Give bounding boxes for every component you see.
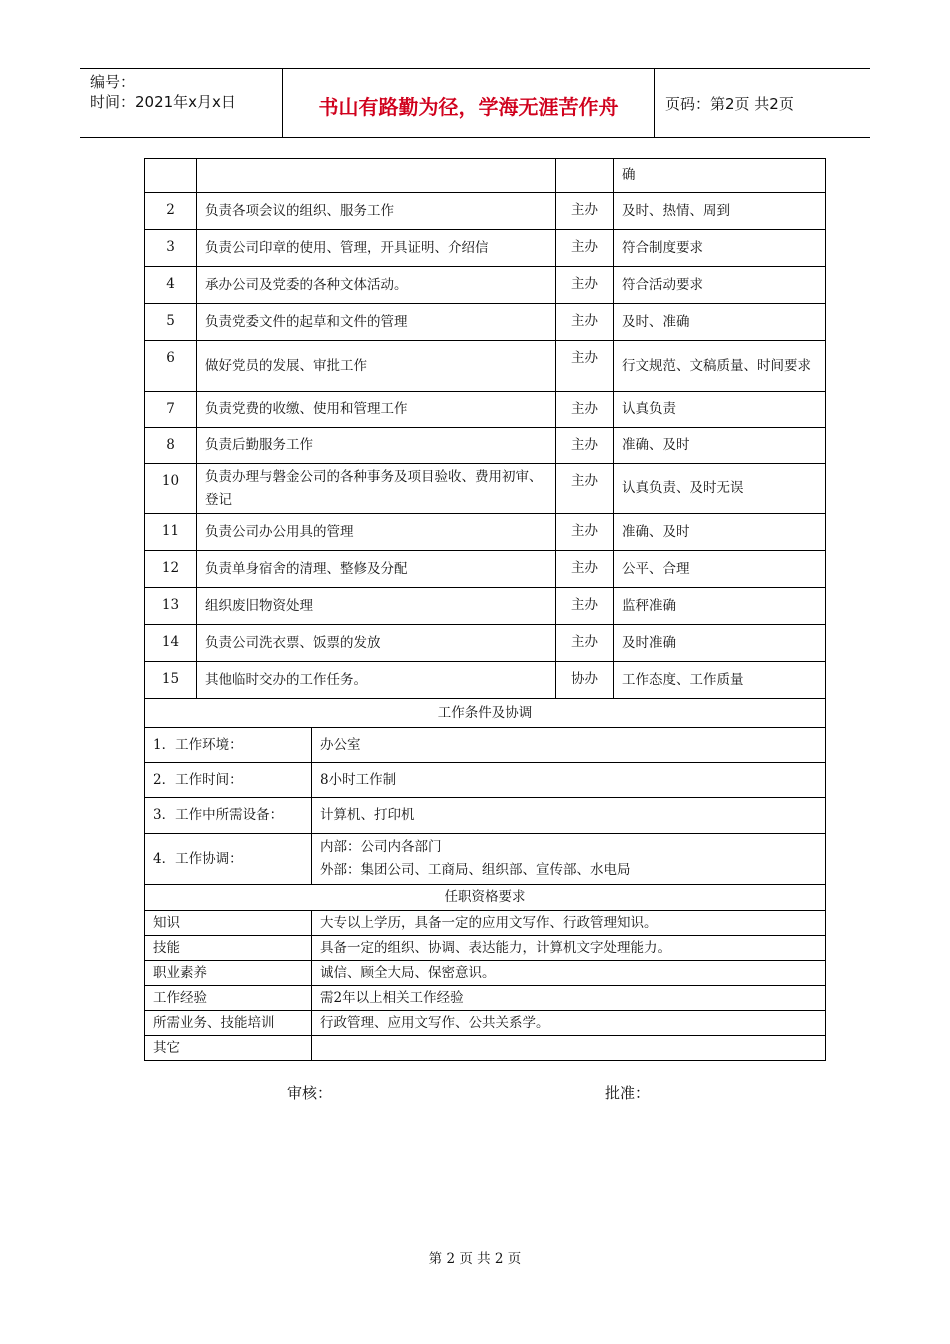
conditions-section [145, 699, 826, 885]
duty-standard: 公平、合理 [614, 551, 826, 588]
page-footer: 第 2 页 共 2 页 [428, 1251, 522, 1267]
duty-row [145, 625, 826, 662]
qualification-label: 工作经验 [145, 986, 312, 1011]
review-label: 审核： [287, 1084, 333, 1102]
qualification-value: 需2年以上相关工作经验 [312, 986, 826, 1011]
qualifications-title: 任职资格要求 [145, 885, 826, 911]
duty-number: 7 [145, 392, 197, 428]
duty-row [145, 304, 826, 341]
duty-content: 负责公司洗衣票、饭票的发放 [197, 625, 556, 662]
qualification-value: 行政管理、应用文写作、公共关系学。 [312, 1011, 826, 1036]
duties-section [145, 159, 826, 699]
duty-standard: 及时准确 [614, 625, 826, 662]
duty-content [197, 159, 556, 193]
duty-standard: 监秤准确 [614, 588, 826, 625]
duty-content: 组织废旧物资处理 [197, 588, 556, 625]
duty-row [145, 392, 826, 428]
qualification-row [145, 986, 826, 1011]
duty-role: 主办 [556, 514, 614, 551]
duty-role: 主办 [556, 341, 614, 392]
duty-role: 主办 [556, 230, 614, 267]
duty-row [145, 514, 826, 551]
coordination-label: 4．工作协调： [145, 834, 312, 885]
duty-row [145, 159, 826, 193]
duty-number: 6 [145, 341, 197, 392]
duty-row [145, 193, 826, 230]
duty-content: 负责党费的收缴、使用和管理工作 [197, 392, 556, 428]
duty-standard: 行文规范、文稿质量、时间要求 [614, 341, 826, 392]
qualification-label: 职业素养 [145, 961, 312, 986]
duty-standard: 认真负责、及时无误 [614, 464, 826, 514]
duty-number: 3 [145, 230, 197, 267]
duty-row [145, 267, 826, 304]
job-description-table [144, 158, 826, 1061]
qualification-label: 其它 [145, 1036, 312, 1061]
duty-standard: 准确、及时 [614, 514, 826, 551]
duty-number: 5 [145, 304, 197, 341]
duty-content: 承办公司及党委的各种文体活动。 [197, 267, 556, 304]
duty-row [145, 662, 826, 699]
coordination-value [312, 834, 826, 885]
duty-role [556, 159, 614, 193]
duty-standard: 及时、准确 [614, 304, 826, 341]
qualification-value [312, 1036, 826, 1061]
duty-role: 主办 [556, 428, 614, 464]
duty-standard: 及时、热情、周到 [614, 193, 826, 230]
duty-content: 其他临时交办的工作任务。 [197, 662, 556, 699]
duty-number: 12 [145, 551, 197, 588]
duty-standard: 工作态度、工作质量 [614, 662, 826, 699]
duty-number: 2 [145, 193, 197, 230]
number-label: 编号： [90, 73, 136, 91]
duty-number: 13 [145, 588, 197, 625]
condition-value: 8小时工作制 [312, 763, 826, 798]
duty-standard: 准确、及时 [614, 428, 826, 464]
duty-role: 主办 [556, 304, 614, 341]
duty-role: 主办 [556, 464, 614, 514]
header-motto: 书山有路勤为径，学海无涯苦作舟 [282, 69, 655, 137]
duty-content: 负责党委文件的起草和文件的管理 [197, 304, 556, 341]
time-label: 时间：2021年x月x日 [90, 93, 236, 111]
duty-standard: 符合活动要求 [614, 267, 826, 304]
qualification-row [145, 1036, 826, 1061]
duty-number: 8 [145, 428, 197, 464]
duty-content: 负责公司办公用具的管理 [197, 514, 556, 551]
duty-role: 协办 [556, 662, 614, 699]
qualification-value: 诚信、顾全大局、保密意识。 [312, 961, 826, 986]
duty-row [145, 464, 826, 514]
duty-standard: 确 [614, 159, 826, 193]
qualifications-section [145, 885, 826, 1061]
qualification-row [145, 911, 826, 936]
duty-role: 主办 [556, 551, 614, 588]
duty-row [145, 588, 826, 625]
coordination-internal: 内部：公司内各部门 [320, 839, 442, 855]
condition-label: 2．工作时间： [145, 763, 312, 798]
approve-label: 批准： [605, 1084, 651, 1102]
duty-number: 14 [145, 625, 197, 662]
page-header [80, 68, 870, 138]
conditions-title: 工作条件及协调 [145, 699, 826, 728]
duty-standard: 符合制度要求 [614, 230, 826, 267]
qualification-label: 知识 [145, 911, 312, 936]
qualification-row [145, 1011, 826, 1036]
coordination-row [145, 834, 826, 885]
duty-content: 负责后勤服务工作 [197, 428, 556, 464]
duty-content: 负责各项会议的组织、服务工作 [197, 193, 556, 230]
duty-row [145, 551, 826, 588]
duty-role: 主办 [556, 193, 614, 230]
qualification-value: 具备一定的组织、协调、表达能力，计算机文字处理能力。 [312, 936, 826, 961]
duty-content: 负责单身宿舍的清理、整修及分配 [197, 551, 556, 588]
duty-row [145, 230, 826, 267]
duty-row [145, 428, 826, 464]
duty-row [145, 341, 826, 392]
header-meta [80, 69, 282, 137]
duty-standard: 认真负责 [614, 392, 826, 428]
qualification-label: 技能 [145, 936, 312, 961]
duty-role: 主办 [556, 588, 614, 625]
duty-number: 10 [145, 464, 197, 514]
duty-number: 11 [145, 514, 197, 551]
duty-number: 15 [145, 662, 197, 699]
qualification-row [145, 961, 826, 986]
condition-value: 计算机、打印机 [312, 798, 826, 834]
duty-role: 主办 [556, 625, 614, 662]
condition-row [145, 763, 826, 798]
header-page-label: 页码：第2页 共2页 [665, 94, 794, 113]
duty-content: 负责办理与磐金公司的各种事务及项目验收、费用初审、登记 [197, 464, 556, 514]
qualification-label: 所需业务、技能培训 [145, 1011, 312, 1036]
duty-number [145, 159, 197, 193]
duty-content: 做好党员的发展、审批工作 [197, 341, 556, 392]
condition-label: 1．工作环境： [145, 728, 312, 763]
condition-row [145, 798, 826, 834]
coordination-external: 外部：集团公司、工商局、组织部、宣传部、水电局 [320, 862, 631, 878]
condition-row [145, 728, 826, 763]
duty-number: 4 [145, 267, 197, 304]
qualification-row [145, 936, 826, 961]
duty-content: 负责公司印章的使用、管理，开具证明、介绍信 [197, 230, 556, 267]
duty-role: 主办 [556, 392, 614, 428]
qualification-value: 大专以上学历，具备一定的应用文写作、行政管理知识。 [312, 911, 826, 936]
duty-role: 主办 [556, 267, 614, 304]
condition-label: 3．工作中所需设备： [145, 798, 312, 834]
condition-value: 办公室 [312, 728, 826, 763]
